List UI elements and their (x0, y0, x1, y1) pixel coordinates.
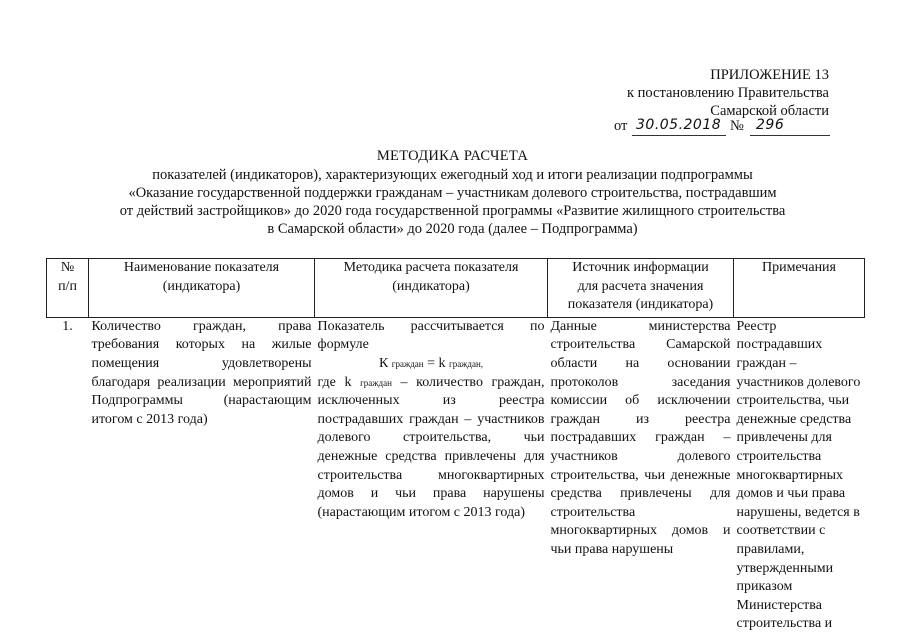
header-source: Источник информации для расчета значения показателя (индикатора) (548, 259, 734, 318)
header-number: № п/п (47, 259, 89, 318)
annex-title: ПРИЛОЖЕНИЕ 13 (710, 67, 829, 83)
number-prefix: № (730, 118, 744, 134)
formula-rhs: k (438, 355, 446, 371)
method-text: – количество граждан, исключенных из реестра пострадавших граждан – участников долевого строительства, чьи денежные средства привлечены для строительства многоквартирных домов и чьи права нарушены (нарастающим итогом с 2013 года) (317, 374, 545, 520)
annex-block (609, 66, 829, 120)
information-source: Данные министерства строительства Самарской области на основании протоколов заседания комиссии об исключении граждан из реестра пострадавших граждан – участников долевого строительства, чьи денежные средства привлечены для строительства многоквартирных домов и чьи права нарушены (550, 318, 731, 557)
resolution-reference (614, 118, 844, 138)
header-method: Методика расчета показателя (индикатора) (315, 259, 548, 318)
notes: Реестр пострадавших граждан – участников долевого строительства, чьи денежные средства привлечены для строительства многоквартирных домов и чьи права нарушены, ведется в соответствии с правилами, утвержденными приказом Министерства строительства и (736, 318, 861, 632)
method-k-sub: граждан (360, 377, 392, 388)
date-underline (632, 135, 726, 136)
table-header-row (47, 259, 865, 318)
header-notes: Примечания (734, 259, 865, 318)
subtitle-line: в Самарской области» до 2020 года (далее – Подпрограмма) (267, 221, 638, 237)
resolution-number: 296 (756, 117, 785, 133)
formula-lhs-sub: граждан (391, 358, 424, 369)
formula-eq: = (423, 355, 439, 371)
subtitle-line: показателей (индикаторов), характеризующих ежегодный ход и итоги реализации подпрограммы (152, 167, 753, 183)
formula-rhs-sub: граждан (449, 358, 481, 369)
subtitle-line: от действий застройщиков» до 2020 года государственной программы «Развитие жилищного строительства (119, 203, 786, 219)
row-number: 1. (62, 318, 73, 334)
annex-region: Самарской области (710, 103, 829, 119)
resolution-date: 30.05.2018 (636, 117, 722, 133)
header-indicator-name: Наименование показателя (индикатора) (89, 259, 315, 318)
method-where: где (317, 374, 336, 390)
calculation-method (315, 317, 548, 634)
formula-lhs: К (378, 355, 389, 371)
table-row (47, 317, 865, 634)
method-intro: Показатель рассчитывается по формуле (317, 318, 545, 353)
formula (318, 355, 545, 374)
subtitle-line: «Оказание государственной поддержки гражданам – участникам долевого строительства, пострадавшим (128, 185, 777, 201)
indicator-name: Количество граждан, права требования которых на жилые помещения удовлетворены благодаря реализации мероприятий Подпрограммы (нарастающим итогом с 2013 года) (91, 318, 312, 427)
number-underline (750, 135, 830, 136)
annex-resolution: к постановлению Правительства (627, 85, 829, 101)
formula-end: , (480, 358, 484, 369)
method-k: k (344, 374, 352, 390)
indicators-table (46, 258, 865, 634)
document-title: МЕТОДИКА РАСЧЕТА (376, 148, 529, 164)
document-subtitle (60, 166, 845, 238)
date-prefix: от (614, 118, 628, 134)
